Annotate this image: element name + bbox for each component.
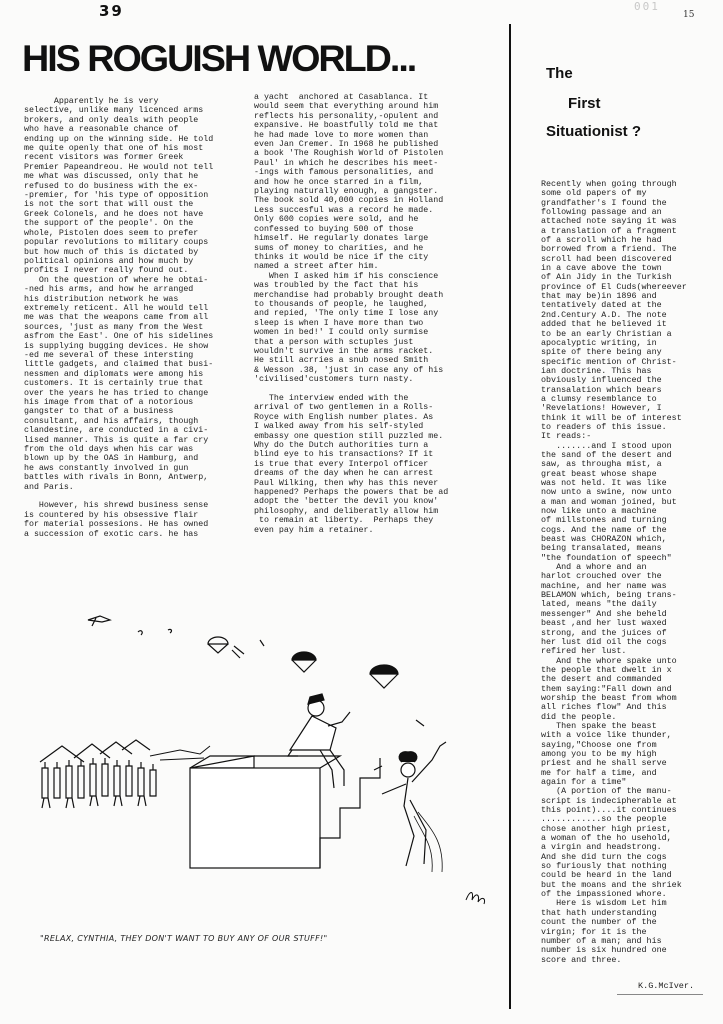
text-line: specific mention of Christ- <box>541 356 677 367</box>
text-line: And a whore and an <box>541 562 647 573</box>
text-line: and repied, 'The only time I lose any <box>254 309 439 319</box>
author-signature: K.G.McIver. <box>638 981 695 991</box>
text-line: now unto a swine, now unto <box>541 487 672 498</box>
text-line: count the number of the <box>541 917 657 928</box>
text-line: playing naturally enough, a gangster. <box>254 187 439 197</box>
text-line: Paul' in which he describes his meet- <box>254 158 439 168</box>
text-line: philosophy, and deliberatly allow him <box>254 506 439 516</box>
page-number-left: 39 <box>99 2 124 20</box>
text-line: customers. It is certainly true that <box>24 379 204 389</box>
text-line: among you to be my high <box>541 748 657 759</box>
text-line: thinks it would be nice if the city <box>254 252 429 262</box>
text-line: saying,"Choose one from <box>541 739 657 750</box>
text-line: priest and he shall serve <box>541 758 667 769</box>
text-line: And she did turn the cogs <box>541 851 667 862</box>
text-line: ian doctrine. This has <box>541 365 652 376</box>
text-line: added that he believed it <box>541 319 667 330</box>
text-line: he had made love to more women than <box>254 130 429 140</box>
text-line: score and three. <box>541 954 622 965</box>
text-line: province of El Cuds(whereever <box>541 281 687 292</box>
text-line: merchandise had probably brought death <box>254 290 444 300</box>
text-line: a woman of the ho usehold, <box>541 833 672 844</box>
text-line: refused to do business with the ex- <box>24 181 199 191</box>
text-line: to be an early Christian a <box>541 328 672 339</box>
text-line: to thousands of people, he laughed, <box>254 299 429 309</box>
text-line: script is indecipherable at <box>541 795 677 806</box>
text-line: even pay him a retainer. <box>254 525 374 535</box>
text-line: the people that dwelt in x <box>541 664 672 675</box>
text-line: sleep is when I have more than two <box>254 318 424 328</box>
text-line: battles with rivals in Bonn, Antwerp, <box>24 473 209 483</box>
text-line: all riches flow" And this <box>541 702 667 713</box>
text-line: little gadgets, and claimed that busi- <box>24 360 214 370</box>
text-line: of Ain Jidy in the Turkish <box>541 272 672 283</box>
text-line: Less succesful was a record he made. <box>254 205 434 215</box>
soldiers-group <box>42 758 156 808</box>
text-line: consultant, and his affairs, though <box>24 416 199 426</box>
text-line: It reads:- <box>541 431 592 442</box>
text-line: them saying:"Fall down and <box>541 683 672 694</box>
text-line: cogs. And the name of the <box>541 524 667 535</box>
text-line: saw, as througha mist, a <box>541 459 662 470</box>
text-line: happened? Perhaps the powers that be ad <box>254 488 449 498</box>
text-line: Recently when going through <box>541 179 677 189</box>
text-line: over the years he has tried to change <box>24 388 209 398</box>
text-line: was not held. It was like <box>541 478 667 488</box>
text-line: me was that the weapons came from all <box>24 313 209 323</box>
column-divider <box>509 24 511 1009</box>
text-line: some old papers of my <box>541 188 647 199</box>
text-line: chose another high priest, <box>541 823 672 834</box>
text-line: The interview ended with the <box>254 394 409 403</box>
text-line: Here is wisdom Let him <box>541 898 667 909</box>
text-line: Greek Colonels, and he does not have <box>24 209 204 219</box>
text-line: obviously influenced the <box>541 375 662 386</box>
text-line: being transalated, means <box>541 543 662 554</box>
cartoon-illustration <box>30 600 500 930</box>
text-line: in a cave above the town <box>541 263 662 274</box>
text-line: did the people. <box>541 711 617 722</box>
text-line: is countered by his obsessive flair <box>24 510 199 520</box>
article-column-2 <box>254 93 494 535</box>
headline: HIS ROGUISH WORLD... <box>22 38 416 79</box>
text-line: great beast whose shape <box>541 468 657 479</box>
text-line: his image from that of a notorious <box>24 398 194 407</box>
text-line: of the impassioned whore. <box>541 889 667 900</box>
text-line: reflects his personality,-opulent and <box>254 111 439 121</box>
text-line: with a voice like thunder, <box>541 730 672 741</box>
text-line: attached note saying it was <box>541 216 677 227</box>
sidebar-title-line-1: The <box>546 65 573 82</box>
text-line: from the old days when his car was <box>24 445 194 455</box>
text-line: gangster to that of a business <box>24 407 174 417</box>
text-line: Royce with English number plates. As <box>254 412 434 422</box>
text-line: tentatively dated at the <box>541 300 662 311</box>
text-line: extremely reticent. All he would tell <box>24 303 209 313</box>
text-line: nessmen and diplomats were among his <box>24 369 204 379</box>
text-line: the desert and commanded <box>541 674 662 685</box>
text-line: that a person with sctuples just <box>254 337 414 347</box>
text-line: is not the sort that will oust the <box>24 200 194 210</box>
text-line: a translation of a fragment <box>541 225 677 236</box>
text-line: who have a reasonable chance of <box>24 125 179 135</box>
text-line: the sand of the desert and <box>541 449 672 460</box>
text-line: but how much of this is dictated by <box>24 247 199 257</box>
text-line: virgin; for it is the <box>541 926 647 937</box>
text-line: clandestine, are conducted in a civi- <box>24 426 209 436</box>
text-line: he aws constantly involved in gun <box>24 463 189 473</box>
text-line: even Jan Cremer. In 1968 he published <box>254 140 439 150</box>
text-line: refired her lust. <box>541 646 627 657</box>
text-line: Paul Wilking, then why has this never <box>254 478 439 488</box>
text-line: a succession of exotic cars. he has <box>24 529 199 539</box>
text-line: strong, and the juices of <box>541 627 667 638</box>
text-line: sources, 'just as many from the West <box>24 322 204 332</box>
text-line: a book 'The Roughish World of Pistolen <box>254 149 444 159</box>
text-line: number is six hundred one <box>541 945 667 956</box>
text-line: himself. He regularly donates large <box>254 234 429 244</box>
text-line: is supplying bugging devices. He show <box>24 341 209 351</box>
text-line: think it will be of interest <box>541 412 682 423</box>
text-line: 'Revelations! However, I <box>541 403 662 414</box>
text-line: 'civilised'customers turn nasty. <box>254 375 414 385</box>
text-line: and Paris. <box>24 482 74 492</box>
text-line: harlot crouched over the <box>541 571 662 582</box>
text-line: his distribution network he was <box>24 294 179 304</box>
text-line: the support of the people'. On the <box>24 219 194 229</box>
text-line: I walked away from his self-styled <box>254 422 424 432</box>
cartoon-caption: "RELAX, CYNTHIA, THEY DON'T WANT TO BUY ANY OF OUR STUFF!" <box>40 934 328 943</box>
text-line: arrival of two gentlemen in a Rolls- <box>254 403 434 413</box>
text-line: to readers of this issue. <box>541 421 667 432</box>
text-line: ............so the people <box>541 814 667 825</box>
text-line: .......and I stood upon <box>541 440 672 451</box>
text-line: named a street after him. <box>254 262 379 272</box>
text-line: a yacht anchored at Casablanca. It <box>254 93 429 102</box>
text-line: BELAMON which, being trans- <box>541 590 677 601</box>
text-line: -ed me several of these intersting <box>24 350 194 360</box>
text-line: worship the beast from whom <box>541 692 677 703</box>
text-line: political opinions and how much by <box>24 256 194 266</box>
text-line: spite of there being any <box>541 347 662 358</box>
text-line: Why do the Dutch authorities turn a <box>254 441 429 451</box>
text-line: brokers, and only deals with people <box>24 115 199 125</box>
text-line: (A portion of the manu- <box>541 786 672 797</box>
text-line: could be heard in the land <box>541 870 672 881</box>
text-line: now like unto a machine <box>541 506 657 517</box>
text-line: a man and woman joined, but <box>541 496 677 507</box>
text-line: embassy one question still puzzled me. <box>254 431 444 441</box>
text-line: He still acrries a snub nosed Smith <box>254 356 429 366</box>
text-line: a clumsy resemblance to <box>541 393 657 404</box>
text-line: beast was CHORAZON which, <box>541 534 667 545</box>
plane-drawing <box>88 616 110 626</box>
text-line: Premier Papeandreou. He would not tell <box>24 162 214 172</box>
text-line: but the moans and the shriek <box>541 879 682 890</box>
text-line: profits I never really found out. <box>24 266 189 276</box>
text-line: me quite openly that one of his most <box>24 144 204 154</box>
text-line: sums of money to charities, and he <box>254 243 424 253</box>
text-line: beast ,and her lust waxed <box>541 618 667 629</box>
text-line: When I asked him if his conscience <box>254 271 439 281</box>
text-line: apocalyptic writing, in <box>541 337 657 348</box>
text-line: a virgin and headstrong. <box>541 842 662 853</box>
page-stamp: 001 <box>634 0 660 13</box>
article-column-1 <box>24 97 254 539</box>
text-line: me for half a time, and <box>541 767 657 778</box>
text-line: And the whore spake unto <box>541 655 677 666</box>
text-line: blind eye to his transactions? If it <box>254 450 434 460</box>
signature-rule <box>617 994 703 995</box>
text-line: whole, Pistolen does seem to prefer <box>24 228 199 238</box>
text-line: Only 600 copies were sold, and he <box>254 215 419 225</box>
text-line: so furiously that nothing <box>541 861 667 872</box>
text-line: -ned his arms, and how he arranged <box>24 285 194 295</box>
text-line: was troubled by the fact that his <box>254 281 419 291</box>
sidebar-title-line-2: First <box>568 95 601 112</box>
text-line: lated, means "the daily <box>541 599 657 610</box>
text-line: 2nd.Century A.D. The note <box>541 309 667 320</box>
text-line: wouldn't survive in the arms racket. <box>254 346 434 356</box>
text-line: her lust did oil the cogs <box>541 636 667 647</box>
text-line: ending up on the winning side. He told <box>24 134 214 144</box>
text-line: On the question of where he obtai- <box>24 275 209 285</box>
text-line <box>254 385 494 394</box>
text-line: expansive. He boastfully told me that <box>254 121 439 131</box>
text-line: that may be)in 1896 and <box>541 291 657 302</box>
text-line: following passage and an <box>541 207 662 218</box>
text-line: "the foundation of speech" <box>541 552 672 563</box>
text-line: -premier, for 'his type of opposition <box>24 191 209 201</box>
text-line: that hath understanding <box>541 907 657 918</box>
text-line: borrowed from a friend. The <box>541 244 677 255</box>
text-line: confessed to buying 500 of those <box>254 224 414 234</box>
text-line: number of a man; and his <box>541 935 662 946</box>
woman-figure <box>382 742 446 872</box>
text-line: scroll had been discovered <box>541 253 672 264</box>
text-line: again for a time" <box>541 777 627 787</box>
text-line: is true that every Interpol officer <box>254 459 429 469</box>
text-line: for material possesions. He has owned <box>24 520 209 530</box>
text-line: dreams of the day when he can arrest <box>254 469 434 479</box>
text-line: this point)....it continues <box>541 805 677 816</box>
text-line: of millstones and turning <box>541 515 667 526</box>
text-line: messenger" And she beheld <box>541 608 667 619</box>
text-line: recent visitors was former Greek <box>24 153 184 163</box>
sidebar-body <box>541 180 711 965</box>
text-line: transalation which bears <box>541 384 662 395</box>
text-line: to remain at liberty. Perhaps they <box>254 516 434 526</box>
page-number-right: 15 <box>683 10 695 20</box>
text-line: and how he once starred in a film, <box>254 177 424 187</box>
text-line: asfrom the East'. One of his sidelines <box>24 332 214 342</box>
text-line: would seem that everything around him <box>254 102 439 112</box>
text-line: adopt the 'better the devil you know' <box>254 497 439 507</box>
text-line: However, his shrewd business sense <box>24 501 209 511</box>
text-line: selective, unlike many licenced arms <box>24 106 204 116</box>
text-line: Apparently he is very <box>24 97 159 106</box>
sidebar-title-line-3: Situationist ? <box>546 123 641 140</box>
text-line: grandfather's I found the <box>541 197 667 208</box>
text-line: blown up by the OAS in Hamburg, and <box>24 454 199 464</box>
text-line: & Wesson .38, 'just in case any of his <box>254 365 444 375</box>
text-line: of a scroll which he had <box>541 235 662 246</box>
text-line: me what was discussed, only that he <box>24 172 199 182</box>
text-line: lised manner. This is quite a far cry <box>24 435 209 445</box>
text-line: Then spake the beast <box>541 720 657 731</box>
text-line: popular revolutions to military coups <box>24 238 209 248</box>
text-line: machine, and her name was <box>541 580 667 591</box>
text-line: The book sold 40,000 copies in Holland <box>254 196 444 206</box>
text-line: women in bed!' I could only surmise <box>254 328 429 338</box>
text-line: -ings with famous personalities, and <box>254 168 434 178</box>
